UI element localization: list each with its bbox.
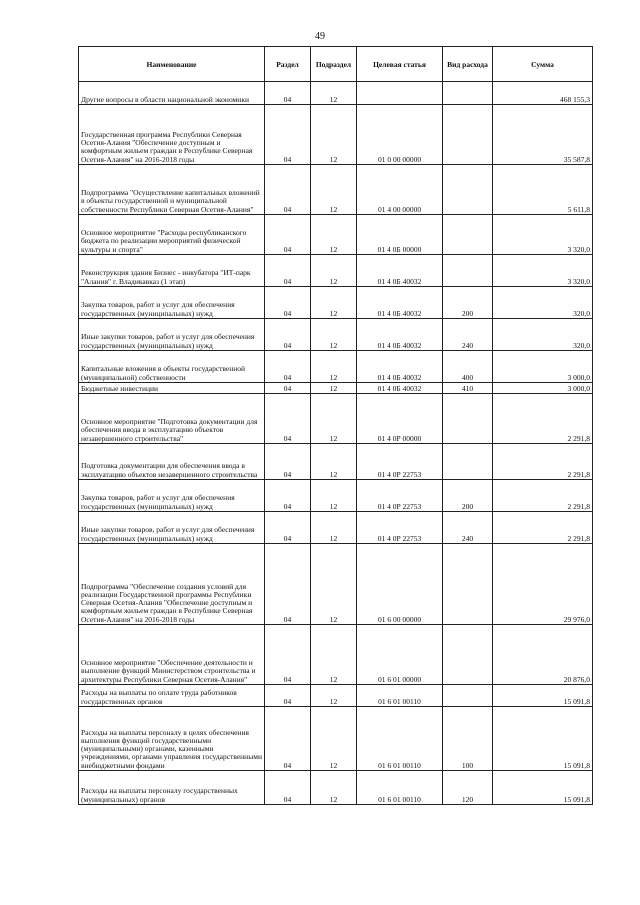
- row-target: 01 0 00 00000: [357, 105, 443, 165]
- row-expense-type: 240: [443, 319, 493, 351]
- row-sum: 20 876,0: [493, 625, 593, 685]
- row-subsection: 12: [311, 351, 357, 383]
- row-expense-type: 100: [443, 707, 493, 771]
- column-header-sum: Сумма: [493, 47, 593, 82]
- row-target: 01 6 01 00110: [357, 685, 443, 707]
- row-name: Основное мероприятие "Расходы республиканского бюджета по реализации мероприятий физической культуры и спорта": [79, 215, 265, 255]
- row-section: 04: [265, 707, 311, 771]
- budget-table: [78, 46, 593, 805]
- table-row: [79, 707, 593, 771]
- row-sum: 2 291,8: [493, 480, 593, 512]
- row-subsection: 12: [311, 625, 357, 685]
- row-expense-type: [443, 105, 493, 165]
- row-expense-type: [443, 215, 493, 255]
- row-subsection: 12: [311, 105, 357, 165]
- row-section: 04: [265, 625, 311, 685]
- row-sum: 2 291,8: [493, 394, 593, 444]
- row-sum: 29 976,0: [493, 544, 593, 625]
- row-section: 04: [265, 512, 311, 544]
- row-name: Реконструкция здания Бизнес - инкубатора "ИТ-парк "Алания" г. Владикавказ (1 этап): [79, 255, 265, 287]
- row-target: 01 4 0Б 40032: [357, 255, 443, 287]
- table-row: [79, 394, 593, 444]
- row-expense-type: [443, 544, 493, 625]
- row-subsection: 12: [311, 771, 357, 805]
- table-row: [79, 625, 593, 685]
- row-expense-type: [443, 394, 493, 444]
- row-expense-type: 410: [443, 383, 493, 394]
- row-sum: 3 000,0: [493, 351, 593, 383]
- column-header-section: Раздел: [265, 47, 311, 82]
- row-name: Капитальные вложения в объекты государственной (муниципальной) собственности: [79, 351, 265, 383]
- row-sum: 468 155,3: [493, 82, 593, 105]
- row-name: Подготовка документации для обеспечения ввода в эксплуатацию объектов незавершенного строительства: [79, 444, 265, 480]
- row-subsection: 12: [311, 394, 357, 444]
- table-row: [79, 771, 593, 805]
- row-subsection: 12: [311, 287, 357, 319]
- row-expense-type: 400: [443, 351, 493, 383]
- row-name: Подпрограмма "Обеспечение создания условий для реализации Государственной программы Республики Северная Осетия-Алания "Обеспечение доступным и комфортным жильем граждан в Республике Северная Осетия-Алания" на 2016-2018 годы: [79, 544, 265, 625]
- row-sum: 3 000,0: [493, 383, 593, 394]
- row-name: Основное мероприятие "Обеспечение деятельности и выполнение функций Министерством строительства и архитектуры Республики Северная Осетия-Алания": [79, 625, 265, 685]
- row-sum: 35 587,8: [493, 105, 593, 165]
- row-section: 04: [265, 480, 311, 512]
- row-expense-type: [443, 165, 493, 215]
- table-row: [79, 444, 593, 480]
- table-row: [79, 685, 593, 707]
- row-name: Бюджетные инвестиции: [79, 383, 265, 394]
- row-subsection: 12: [311, 82, 357, 105]
- row-subsection: 12: [311, 480, 357, 512]
- row-sum: 15 091,8: [493, 707, 593, 771]
- page-number: 49: [315, 31, 325, 42]
- table-row: [79, 215, 593, 255]
- row-subsection: 12: [311, 215, 357, 255]
- row-subsection: 12: [311, 165, 357, 215]
- row-name: Расходы на выплаты персоналу государственных (муниципальных) органов: [79, 771, 265, 805]
- row-section: 04: [265, 383, 311, 394]
- column-header-target: Целевая статья: [357, 47, 443, 82]
- row-sum: 2 291,8: [493, 444, 593, 480]
- row-section: 04: [265, 319, 311, 351]
- row-name: Расходы на выплаты персоналу в целях обеспечения выполнения функций государственными (муниципальными) органами, казенными учреждениями, органами управления государственными внебюджетными фондами: [79, 707, 265, 771]
- column-header-name: Наименование: [79, 47, 265, 82]
- column-header-expense-type: Вид расхода: [443, 47, 493, 82]
- row-name: Расходы на выплаты по оплате труда работников государственных органов: [79, 685, 265, 707]
- table-row: [79, 165, 593, 215]
- row-sum: 320,0: [493, 319, 593, 351]
- row-subsection: 12: [311, 319, 357, 351]
- row-section: 04: [265, 351, 311, 383]
- row-target: 01 4 0Б 00000: [357, 215, 443, 255]
- row-target: 01 4 0Б 40032: [357, 383, 443, 394]
- table-header-row: [79, 47, 593, 82]
- row-target: 01 6 01 00110: [357, 771, 443, 805]
- row-section: 04: [265, 444, 311, 480]
- row-name: Иные закупки товаров, работ и услуг для обеспечения государственных (муниципальных) нужд: [79, 512, 265, 544]
- table-row: [79, 544, 593, 625]
- row-expense-type: 120: [443, 771, 493, 805]
- row-section: 04: [265, 685, 311, 707]
- row-target: 01 6 01 00110: [357, 707, 443, 771]
- row-name: Государственная программа Республики Северная Осетия-Алания "Обеспечение доступным и комфортным жильем граждан в Республике Северная Осетия-Алания" на 2016-2018 годы: [79, 105, 265, 165]
- row-sum: 15 091,8: [493, 685, 593, 707]
- row-target: 01 4 0Р 00000: [357, 394, 443, 444]
- table-row: [79, 351, 593, 383]
- row-sum: 3 320,0: [493, 215, 593, 255]
- row-sum: 2 291,8: [493, 512, 593, 544]
- row-section: 04: [265, 165, 311, 215]
- row-target: 01 4 0Б 40032: [357, 319, 443, 351]
- row-section: 04: [265, 215, 311, 255]
- row-target: 01 6 01 00000: [357, 625, 443, 685]
- row-subsection: 12: [311, 444, 357, 480]
- row-expense-type: 240: [443, 512, 493, 544]
- table-row: [79, 383, 593, 394]
- row-target: 01 4 0Р 22753: [357, 512, 443, 544]
- row-expense-type: [443, 625, 493, 685]
- row-name: Основное мероприятие "Подготовка документации для обеспечения ввода в эксплуатацию объектов незавершенного строительства": [79, 394, 265, 444]
- row-expense-type: [443, 685, 493, 707]
- row-section: 04: [265, 105, 311, 165]
- row-target: 01 6 00 00000: [357, 544, 443, 625]
- row-section: 04: [265, 544, 311, 625]
- row-target: 01 4 0Р 22753: [357, 480, 443, 512]
- row-section: 04: [265, 394, 311, 444]
- row-section: 04: [265, 771, 311, 805]
- row-expense-type: [443, 444, 493, 480]
- row-expense-type: [443, 255, 493, 287]
- row-expense-type: 200: [443, 287, 493, 319]
- row-expense-type: 200: [443, 480, 493, 512]
- row-sum: 15 091,8: [493, 771, 593, 805]
- row-subsection: 12: [311, 512, 357, 544]
- row-subsection: 12: [311, 383, 357, 394]
- row-subsection: 12: [311, 685, 357, 707]
- row-name: Другие вопросы в области национальной экономики: [79, 82, 265, 105]
- row-section: 04: [265, 82, 311, 105]
- row-target: 01 4 0Р 22753: [357, 444, 443, 480]
- row-subsection: 12: [311, 544, 357, 625]
- table-row: [79, 512, 593, 544]
- row-target: 01 4 0Б 40032: [357, 351, 443, 383]
- table-row: [79, 287, 593, 319]
- row-target: [357, 82, 443, 105]
- row-sum: 5 611,8: [493, 165, 593, 215]
- row-subsection: 12: [311, 707, 357, 771]
- column-header-subsection: Подраздел: [311, 47, 357, 82]
- row-subsection: 12: [311, 255, 357, 287]
- row-target: 01 4 00 00000: [357, 165, 443, 215]
- row-sum: 320,0: [493, 287, 593, 319]
- table-row: [79, 105, 593, 165]
- table-row: [79, 82, 593, 105]
- row-name: Закупка товаров, работ и услуг для обеспечения государственных (муниципальных) нужд: [79, 287, 265, 319]
- row-name: Закупка товаров, работ и услуг для обеспечения государственных (муниципальных) нужд: [79, 480, 265, 512]
- row-expense-type: [443, 82, 493, 105]
- row-name: Подпрограмма "Осуществление капитальных вложений в объекты государственной и муниципальной собственности Республики Северная Осетия-Алания": [79, 165, 265, 215]
- table-row: [79, 255, 593, 287]
- row-section: 04: [265, 255, 311, 287]
- table-row: [79, 480, 593, 512]
- table-row: [79, 319, 593, 351]
- row-sum: 3 320,0: [493, 255, 593, 287]
- row-section: 04: [265, 287, 311, 319]
- row-name: Иные закупки товаров, работ и услуг для обеспечения государственных (муниципальных) нужд: [79, 319, 265, 351]
- row-target: 01 4 0Б 40032: [357, 287, 443, 319]
